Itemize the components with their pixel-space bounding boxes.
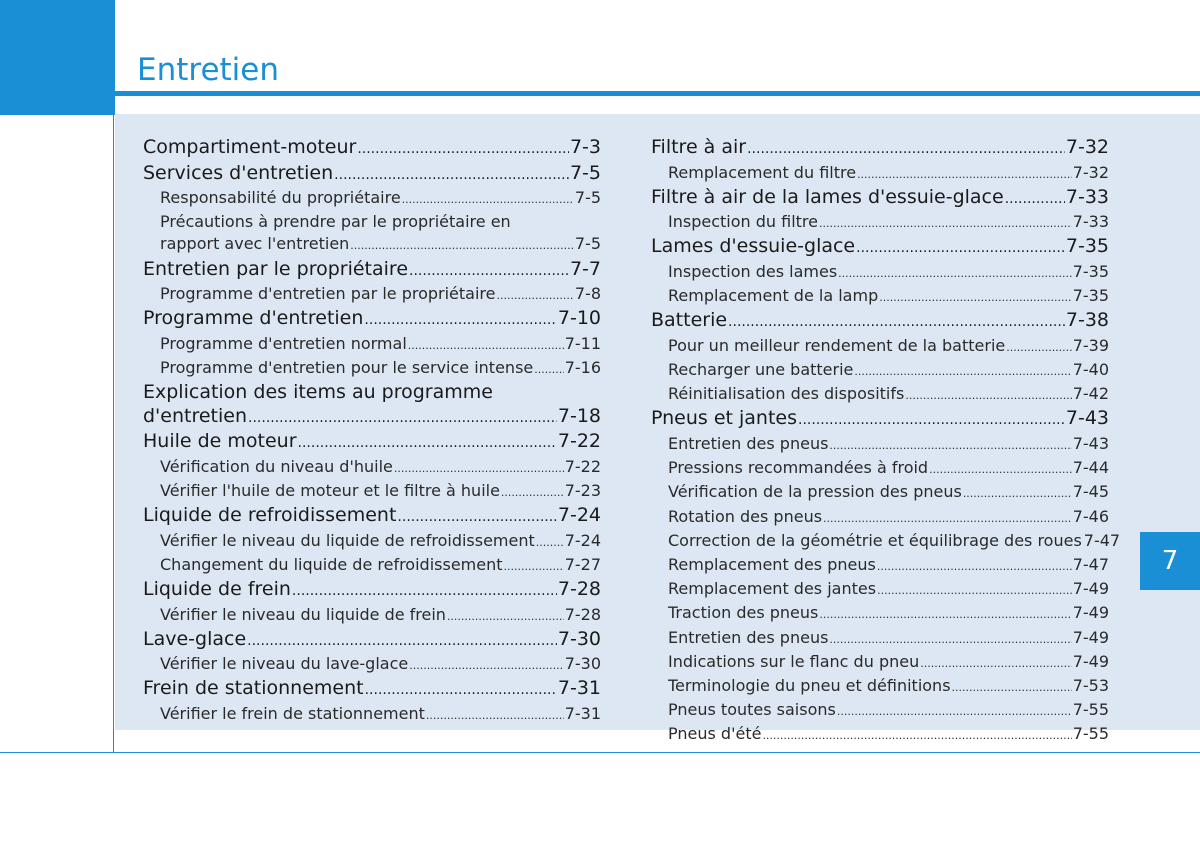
toc-entry[interactable]: [651, 481, 1109, 505]
toc-entry-page: 7-8: [574, 284, 601, 304]
toc-entry[interactable]: [143, 136, 601, 162]
toc-entry[interactable]: [651, 699, 1109, 723]
toc-entry[interactable]: [143, 628, 601, 654]
dot-leader: [823, 506, 1072, 530]
toc-entry-page: 7-32: [1065, 136, 1109, 158]
footer-rule: [0, 752, 1200, 753]
toc-entry[interactable]: [143, 357, 601, 381]
dot-leader: [409, 258, 569, 284]
toc-entry-page: 7-49: [1072, 651, 1109, 671]
toc-entry-title: Vérifier le frein de stationnement: [160, 703, 425, 723]
toc-entry[interactable]: [651, 723, 1109, 747]
toc-entry-page: 7-33: [1065, 185, 1109, 208]
toc-entry[interactable]: [143, 162, 601, 188]
chapter-tab[interactable]: 7: [1140, 532, 1200, 590]
toc-entry-title: Vérifier le niveau du liquide de frein: [160, 604, 446, 624]
toc-entry-title: Pneus et jantes: [651, 407, 798, 430]
toc-entry-title: Responsabilité du propriétaire: [160, 188, 401, 207]
toc-entry-title: Lave-glace: [143, 627, 247, 650]
toc-entry-title: Programme d'entretien par le propriétaire: [160, 284, 496, 304]
toc-entry-page: 7-43: [1065, 407, 1109, 430]
dot-leader: [536, 530, 564, 554]
dot-leader: [334, 162, 569, 188]
dot-leader: [1005, 186, 1065, 212]
dot-leader: [963, 481, 1072, 505]
toc-entry[interactable]: [651, 407, 1109, 433]
toc-entry[interactable]: [143, 604, 601, 628]
toc-entry-title: Remplacement des jantes: [668, 579, 877, 599]
toc-entry-title: Terminologie du pneu et définitions: [668, 675, 951, 695]
dot-leader: [292, 578, 557, 604]
toc-entry-title: Correction de la géométrie et équilibrage des roues: [668, 530, 1082, 550]
toc-entry-page: 7-30: [564, 654, 601, 674]
header-corner-block: [0, 0, 115, 115]
toc-entry-page: 7-35: [1072, 286, 1109, 306]
toc-entry-page: 7-53: [1072, 675, 1109, 695]
toc-entry-title: Traction des pneus: [668, 603, 819, 623]
toc-entry[interactable]: [143, 233, 601, 257]
toc-entry-page: 7-39: [1072, 335, 1109, 355]
toc-entry-page: 7-22: [564, 456, 601, 476]
dot-leader: [857, 162, 1072, 186]
toc-entry-title: Inspection du filtre: [668, 212, 818, 232]
toc-entry-page: 7-18: [557, 404, 601, 427]
toc-entry[interactable]: [143, 405, 601, 431]
toc-entry-page: 7-24: [564, 530, 601, 550]
toc-entry-title: Liquide de refroidissement: [143, 504, 397, 527]
toc-entry-title: Pressions recommandées à froid: [668, 458, 929, 478]
toc-entry-page: 7-38: [1065, 309, 1109, 332]
toc-entry[interactable]: [143, 283, 601, 307]
toc-entry-title: rapport avec l'entretien: [160, 234, 350, 254]
toc-entry[interactable]: [651, 602, 1109, 626]
toc-entry-page: 7-3: [569, 136, 601, 158]
dot-leader: [402, 187, 574, 211]
toc-entry-page: 7-27: [564, 554, 601, 574]
dot-leader: [504, 554, 564, 578]
toc-entry-title: Pour un meilleur rendement de la batterie: [668, 335, 1006, 355]
dot-leader: [837, 699, 1072, 723]
toc-entry-title: Programme d'entretien normal: [160, 333, 407, 353]
dot-leader: [929, 457, 1072, 481]
toc-entry-page: 7-35: [1065, 235, 1109, 258]
toc-column-left: [143, 136, 601, 727]
toc-entry-title: Compartiment-moteur: [143, 136, 357, 158]
toc-entry[interactable]: [651, 651, 1109, 675]
toc-entry-title: Remplacement de la lamp: [668, 286, 879, 306]
toc-entry-title: Remplacement des pneus: [668, 554, 876, 574]
left-margin-rule: [113, 115, 114, 753]
toc-entry-title: Filtre à air: [651, 136, 747, 158]
dot-leader: [920, 651, 1071, 675]
dot-leader: [447, 604, 564, 628]
toc-entry-title: Entretien des pneus: [668, 433, 829, 453]
toc-entry[interactable]: [143, 456, 601, 480]
toc-entry-page: 7-5: [569, 161, 601, 184]
toc-column-right: [651, 136, 1121, 748]
toc-entry[interactable]: [651, 383, 1109, 407]
toc-entry[interactable]: [651, 359, 1109, 383]
dot-leader: [501, 480, 564, 504]
toc-entry-page: 7-11: [564, 333, 601, 353]
dot-leader: [728, 309, 1065, 335]
toc-entry[interactable]: [651, 162, 1109, 186]
toc-entry-page: 7-40: [1072, 360, 1109, 380]
toc-entry-page: 7-31: [557, 677, 601, 700]
toc-entry-title: Rotation des pneus: [668, 506, 823, 526]
dot-leader: [829, 433, 1071, 457]
dot-leader: [496, 283, 573, 307]
toc-entry-title: Services d'entretien: [143, 161, 334, 184]
toc-entry-title: Lames d'essuie-glace: [651, 235, 856, 258]
toc-entry-title: Pneus toutes saisons: [668, 700, 836, 720]
toc-entry-page: 7-49: [1072, 579, 1109, 599]
dot-leader: [856, 235, 1065, 261]
dot-leader: [298, 430, 557, 456]
toc-entry-title: Entretien par le propriétaire: [143, 257, 409, 280]
dot-leader: [798, 407, 1065, 433]
toc-entry-title: Remplacement du filtre: [668, 162, 857, 182]
dot-leader: [879, 285, 1071, 309]
dot-leader: [394, 456, 564, 480]
toc-entry-title: Programme d'entretien pour le service intense: [160, 358, 534, 378]
toc-entry-title: Indications sur le flanc du pneu: [668, 651, 920, 671]
toc-entry-title: Batterie: [651, 309, 728, 332]
toc-entry[interactable]: [143, 578, 601, 604]
dot-leader: [838, 261, 1072, 285]
toc-entry-title: Inspection des lames: [668, 261, 838, 281]
toc-entry-title: Filtre à air de la lames d'essuie-glace: [651, 185, 1004, 208]
toc-entry-title: Huile de moteur: [143, 430, 297, 453]
toc-entry[interactable]: [651, 235, 1109, 261]
toc-entry-title: Pneus d'été: [668, 724, 762, 744]
toc-entry-page: 7-55: [1072, 724, 1109, 744]
toc-entry[interactable]: [651, 627, 1109, 651]
dot-leader: [877, 578, 1072, 602]
toc-entry-page: 7-32: [1072, 162, 1109, 182]
toc-entry-title[interactable]: Explication des items au programme: [143, 381, 493, 404]
toc-entry[interactable]: [651, 530, 1121, 554]
dot-leader: [1006, 335, 1071, 359]
toc-entry-page: 7-49: [1072, 627, 1109, 647]
dot-leader: [408, 333, 564, 357]
toc-entry[interactable]: [651, 506, 1109, 530]
toc-entry-page: 7-5: [574, 188, 601, 207]
toc-entry[interactable]: [651, 675, 1109, 699]
toc-entry[interactable]: [143, 258, 601, 284]
toc-entry[interactable]: [143, 677, 601, 703]
toc-entry-page: 7-44: [1072, 458, 1109, 478]
toc-entry-page: 7-55: [1072, 700, 1109, 720]
toc-entry[interactable]: [651, 335, 1109, 359]
toc-entry-title: Programme d'entretien: [143, 307, 364, 330]
toc-entry-title: Vérification de la pression des pneus: [668, 482, 962, 502]
toc-entry-page: 7-47: [1083, 530, 1121, 550]
toc-entry-title: d'entretien: [143, 404, 248, 427]
dot-leader: [248, 405, 557, 431]
toc-entry[interactable]: [651, 578, 1109, 602]
dot-leader: [357, 136, 569, 162]
toc-entry-page: 7-35: [1072, 261, 1109, 281]
toc-entry-page: 7-16: [564, 358, 601, 378]
toc-entry-page: 7-10: [557, 307, 601, 330]
toc-entry[interactable]: [143, 703, 601, 727]
toc-entry-page: 7-7: [569, 257, 601, 280]
toc-entry-page: 7-49: [1072, 603, 1109, 623]
toc-entry[interactable]: [651, 136, 1109, 162]
toc-entry-page: 7-47: [1072, 554, 1109, 574]
toc-entry-page: 7-5: [574, 234, 601, 254]
dot-leader: [819, 211, 1072, 235]
toc-entry-page: 7-45: [1072, 482, 1109, 502]
toc-entry-page: 7-23: [564, 480, 601, 500]
dot-leader: [365, 677, 557, 703]
toc-entry-title: Recharger une batterie: [668, 360, 854, 380]
toc-entry-title: Entretien des pneus: [668, 627, 829, 647]
toc-entry-page: 7-22: [557, 430, 601, 453]
toc-entry-title: Changement du liquide de refroidissement: [160, 554, 503, 574]
toc-entry[interactable]: [143, 554, 601, 578]
toc-entry[interactable]: [651, 211, 1109, 235]
dot-leader: [534, 357, 563, 381]
toc-entry[interactable]: [143, 333, 601, 357]
dot-leader: [747, 136, 1065, 162]
toc-entry-page: 7-33: [1072, 212, 1109, 232]
toc-entry-page: 7-28: [564, 604, 601, 624]
dot-leader: [364, 307, 556, 333]
dot-leader: [952, 675, 1072, 699]
toc-entry[interactable]: [651, 457, 1109, 481]
toc-entry-page: 7-30: [557, 627, 601, 650]
toc-entry[interactable]: [143, 653, 601, 677]
dot-leader: [877, 554, 1072, 578]
dot-leader: [426, 703, 564, 727]
toc-entry[interactable]: [143, 504, 601, 530]
toc-entry-title: Vérifier l'huile de moteur et le filtre à huile: [160, 480, 500, 500]
toc-entry-page: 7-43: [1072, 433, 1109, 453]
toc-entry-title: Vérifier le niveau du lave-glace: [160, 654, 409, 674]
dot-leader: [905, 383, 1071, 407]
toc-entry-page: 7-46: [1072, 506, 1109, 526]
toc-entry-title: Liquide de frein: [143, 578, 291, 601]
toc-entry-title: Vérifier le niveau du liquide de refroidissement: [160, 530, 535, 550]
dot-leader: [819, 602, 1071, 626]
toc-entry[interactable]: [651, 285, 1109, 309]
toc-entry[interactable]: [143, 530, 601, 554]
toc-entry[interactable]: [143, 480, 601, 504]
toc-entry[interactable]: [651, 554, 1109, 578]
toc-entry-title: Frein de stationnement: [143, 677, 364, 700]
toc-entry[interactable]: [651, 433, 1109, 457]
toc-entry[interactable]: [143, 187, 601, 211]
toc-entry[interactable]: [143, 430, 601, 456]
toc-entry-title[interactable]: Précautions à prendre par le propriétaire en: [160, 212, 511, 232]
toc-entry[interactable]: [651, 309, 1109, 335]
toc-entry-page: 7-31: [564, 703, 601, 723]
page-title: Entretien: [137, 52, 280, 88]
header-rule: [115, 91, 1200, 96]
toc-entry-title: Réinitialisation des dispositifs: [668, 384, 905, 404]
toc-entry-page: 7-24: [557, 504, 601, 527]
dot-leader: [350, 233, 574, 257]
dot-leader: [829, 627, 1071, 651]
dot-leader: [247, 628, 557, 654]
toc-entry[interactable]: [143, 307, 601, 333]
toc-entry-title: Vérification du niveau d'huile: [160, 456, 393, 476]
toc-entry-page: 7-28: [557, 578, 601, 601]
toc-entry-page: 7-42: [1072, 384, 1109, 404]
toc-entry[interactable]: [651, 261, 1109, 285]
dot-leader: [409, 653, 563, 677]
toc-entry[interactable]: [651, 186, 1109, 212]
dot-leader: [762, 723, 1071, 747]
dot-leader: [854, 359, 1071, 383]
dot-leader: [397, 504, 556, 530]
